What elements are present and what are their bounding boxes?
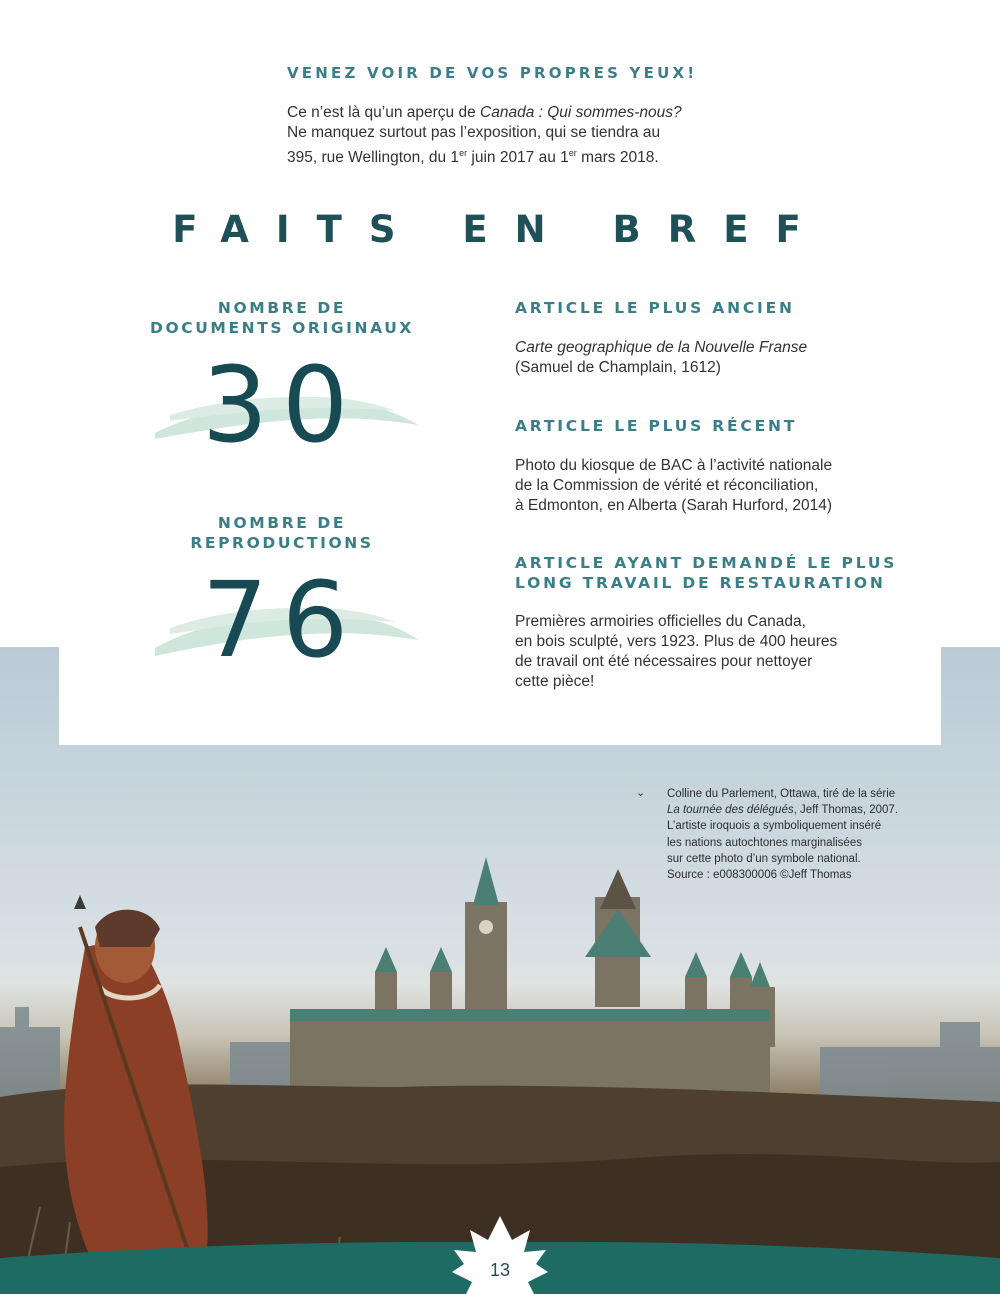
caption-line: sur cette photo d’un symbole national. bbox=[667, 852, 861, 865]
fact-text-line: en bois sculpté, vers 1923. Plus de 400 heures bbox=[515, 633, 838, 650]
intro-text-line3a: 395, rue Wellington, du 1 bbox=[287, 149, 460, 167]
caption-line: L’artiste iroquois a symboliquement inséré bbox=[667, 820, 882, 833]
artifact-title: Carte geographique de la Nouvelle Franse bbox=[515, 339, 808, 356]
intro-text-line3b: juin 2017 au 1 bbox=[467, 149, 569, 167]
fact-text-line: cette pièce! bbox=[515, 673, 595, 690]
intro-text-line3c: mars 2018. bbox=[576, 149, 659, 167]
intro-text-line2: Ne manquez surtout pas l’exposition, qui se tiendra au bbox=[287, 124, 661, 141]
chevron-down-icon: ⌄ bbox=[636, 787, 646, 799]
fact-restoration-text bbox=[515, 612, 875, 692]
stat-label-line2: REPRODUCTIONS bbox=[190, 534, 374, 552]
fact-restoration-title bbox=[515, 553, 897, 593]
fact-newest-title: ARTICLE LE PLUS RÉCENT bbox=[515, 417, 798, 435]
intro-heading: VENEZ VOIR DE VOS PROPRES YEUX! bbox=[287, 64, 698, 82]
stat-label-line2: DOCUMENTS ORIGINAUX bbox=[150, 319, 414, 337]
page-number: 13 bbox=[489, 1260, 511, 1280]
caption-line: Colline du Parlement, Ottawa, tiré de la série bbox=[667, 788, 896, 800]
stat-originals-value: 30 bbox=[201, 344, 363, 466]
fact-oldest-text bbox=[515, 338, 875, 378]
fact-newest-text bbox=[515, 456, 875, 516]
fact-title-line: ARTICLE AYANT DEMANDÉ LE PLUS bbox=[515, 554, 898, 572]
fact-oldest-title: ARTICLE LE PLUS ANCIEN bbox=[515, 299, 795, 317]
intro-paragraph bbox=[287, 103, 717, 168]
fact-text-line: Photo du kiosque de BAC à l’activité nationale bbox=[515, 457, 833, 474]
fact-text-line: (Samuel de Champlain, 1612) bbox=[515, 359, 721, 376]
ordinal-suffix: er bbox=[459, 148, 468, 158]
exhibit-name: Canada : Qui sommes-nous? bbox=[480, 104, 682, 121]
intro-text-prefix: Ce n’est là qu’un aperçu de bbox=[287, 104, 481, 121]
stat-label-line1: NOMBRE DE bbox=[217, 514, 347, 532]
caption-source: Source : e008300006 ©Jeff Thomas bbox=[667, 869, 852, 882]
facts-title: FAITS EN BREF bbox=[172, 208, 828, 251]
stat-originals-label bbox=[132, 298, 432, 338]
stat-reproductions-value: 76 bbox=[201, 559, 363, 681]
caption-line bbox=[667, 802, 967, 818]
stat-reproductions-label bbox=[132, 513, 432, 553]
series-title: La tournée des délégués bbox=[667, 804, 794, 817]
ordinal-suffix: er bbox=[568, 148, 577, 158]
caption-line-rest: , Jeff Thomas, 2007. bbox=[793, 804, 899, 817]
fact-title-line: LONG TRAVAIL DE RESTAURATION bbox=[515, 574, 886, 592]
photo-caption bbox=[667, 786, 967, 883]
stat-label-line1: NOMBRE DE bbox=[217, 299, 347, 317]
fact-text-line: à Edmonton, en Alberta (Sarah Hurford, 2014) bbox=[515, 497, 833, 514]
fact-text-line: de la Commission de vérité et réconciliation, bbox=[515, 477, 819, 494]
caption-line: les nations autochtones marginalisées bbox=[667, 836, 862, 849]
fact-text-line: de travail ont été nécessaires pour nettoyer bbox=[515, 653, 813, 670]
fact-text-line: Premières armoiries officielles du Canada, bbox=[515, 613, 806, 630]
